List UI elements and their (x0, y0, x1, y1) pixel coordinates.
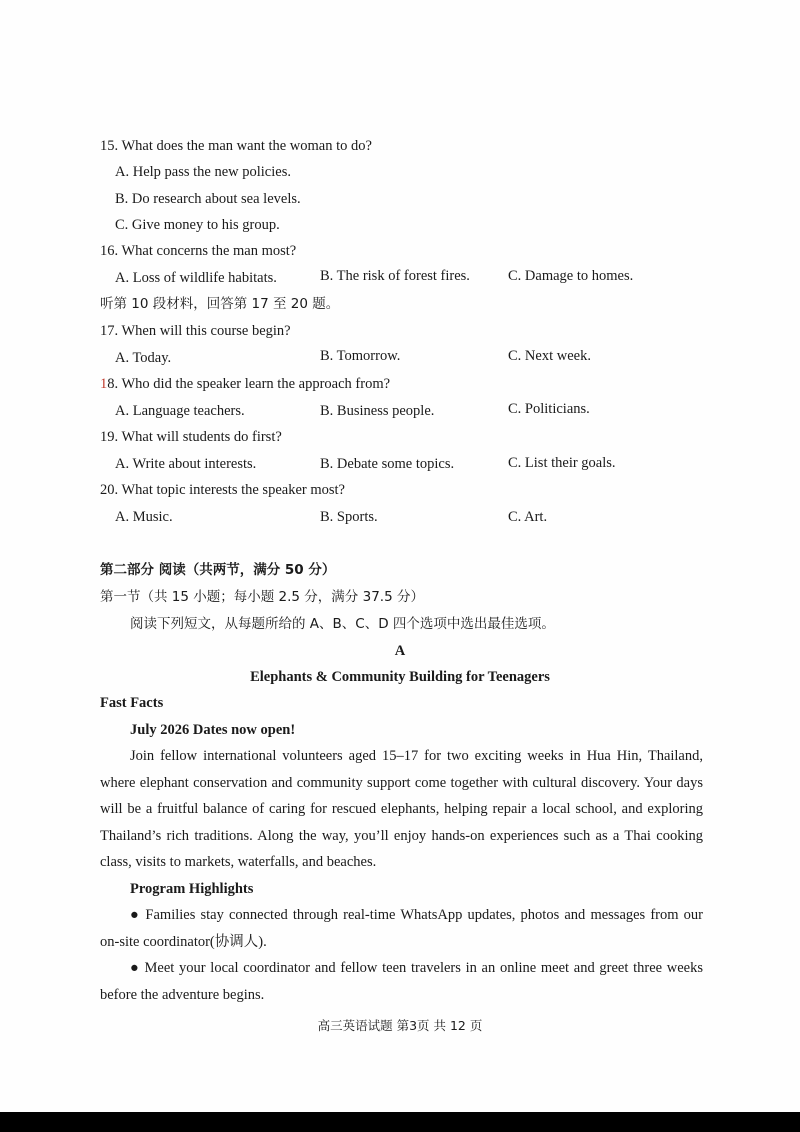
q15-option-c: C. Give money to his group. (115, 217, 280, 233)
q16-option-c: C. Damage to homes. (508, 268, 634, 284)
question-19 (100, 428, 282, 446)
page-footer: 高三英语试题 第3页 共 12 页 (317, 1018, 483, 1033)
q20-option-b: B. Sports. (320, 509, 378, 525)
q17-option-b: B. Tomorrow. (320, 348, 401, 364)
question-20 (100, 481, 345, 499)
q16-option-b: B. The risk of forest fires. (320, 268, 470, 284)
q19-option-c: C. List their goals. (508, 455, 616, 471)
q19-option-b: B. Debate some topics. (320, 456, 455, 472)
question-text: What does the man want the woman to do? (121, 138, 372, 154)
reading-section-title: 第一节（共 15 小题；每小题 2.5 分，满分 37.5 分） (100, 589, 424, 605)
question-text: Who did the speaker learn the approach from? (121, 376, 391, 392)
q19-option-a: A. Write about interests. (115, 456, 257, 472)
question-16 (100, 242, 296, 260)
passage-letter: A (394, 643, 406, 659)
q18-option-c: C. Politicians. (508, 401, 590, 417)
passage-title: Elephants & Community Building for Teenagers (250, 669, 550, 685)
question-text: What will students do first? (121, 429, 282, 445)
highlight-item: ● Meet your local coordinator and fellow teen travelers in an online meet and greet three weeks before the adventure begins. (100, 960, 703, 1003)
fast-facts-heading: Fast Facts (100, 695, 164, 711)
question-18 (100, 375, 390, 393)
reading-part-title: 第二部分 阅读（共两节，满分 50 分） (100, 562, 336, 578)
q15-option-a: A. Help pass the new policies. (115, 164, 291, 180)
red-pen-mark: 1 (100, 376, 108, 392)
q18-option-b: B. Business people. (320, 403, 435, 419)
bottom-black-band (0, 1112, 800, 1132)
question-number: 17. (100, 323, 119, 339)
q17-option-a: A. Today. (115, 350, 172, 366)
q16-option-a: A. Loss of wildlife habitats. (115, 270, 277, 286)
question-text: When will this course begin? (121, 323, 291, 339)
question-number: 16. (100, 243, 119, 259)
q18-option-a: A. Language teachers. (115, 403, 245, 419)
question-number: 20. (100, 482, 119, 498)
listening-section-instruction: 听第 10 段材料，回答第 17 至 20 题。 (100, 296, 340, 312)
dates-heading: July 2026 Dates now open! (130, 722, 296, 738)
q20-option-a: A. Music. (115, 509, 173, 525)
question-text: What topic interests the speaker most? (121, 482, 345, 498)
question-text: What concerns the man most? (121, 243, 297, 259)
highlight-item: ● Families stay connected through real-time WhatsApp updates, photos and messages from our on-site coordinator(协调人). (100, 907, 703, 950)
q20-option-c: C. Art. (508, 509, 548, 525)
question-17 (100, 322, 291, 340)
reading-instruction: 阅读下列短文，从每题所给的 A、B、C、D 四个选项中选出最佳选项。 (130, 616, 555, 632)
highlights-heading: Program Highlights (130, 881, 254, 897)
question-15 (100, 137, 372, 155)
question-number: 19. (100, 429, 119, 445)
question-number: 15. (100, 138, 119, 154)
intro-paragraph: Join fellow international volunteers aged 15–17 for two exciting weeks in Hua Hin, Thailand, where elephant conservation and community support come together with cultural discovery. Your days will be a fruitful balance of caring for rescued elephants, helping repair a local school, and exploring Thailand’s rich traditions. Along the way, you’ll enjoy hands-on experiences such as a Thai cooking class, visits to markets, waterfalls, and beaches. (100, 748, 703, 870)
q17-option-c: C. Next week. (508, 348, 591, 364)
question-number: 8. (107, 376, 119, 392)
q15-option-b: B. Do research about sea levels. (115, 191, 301, 207)
